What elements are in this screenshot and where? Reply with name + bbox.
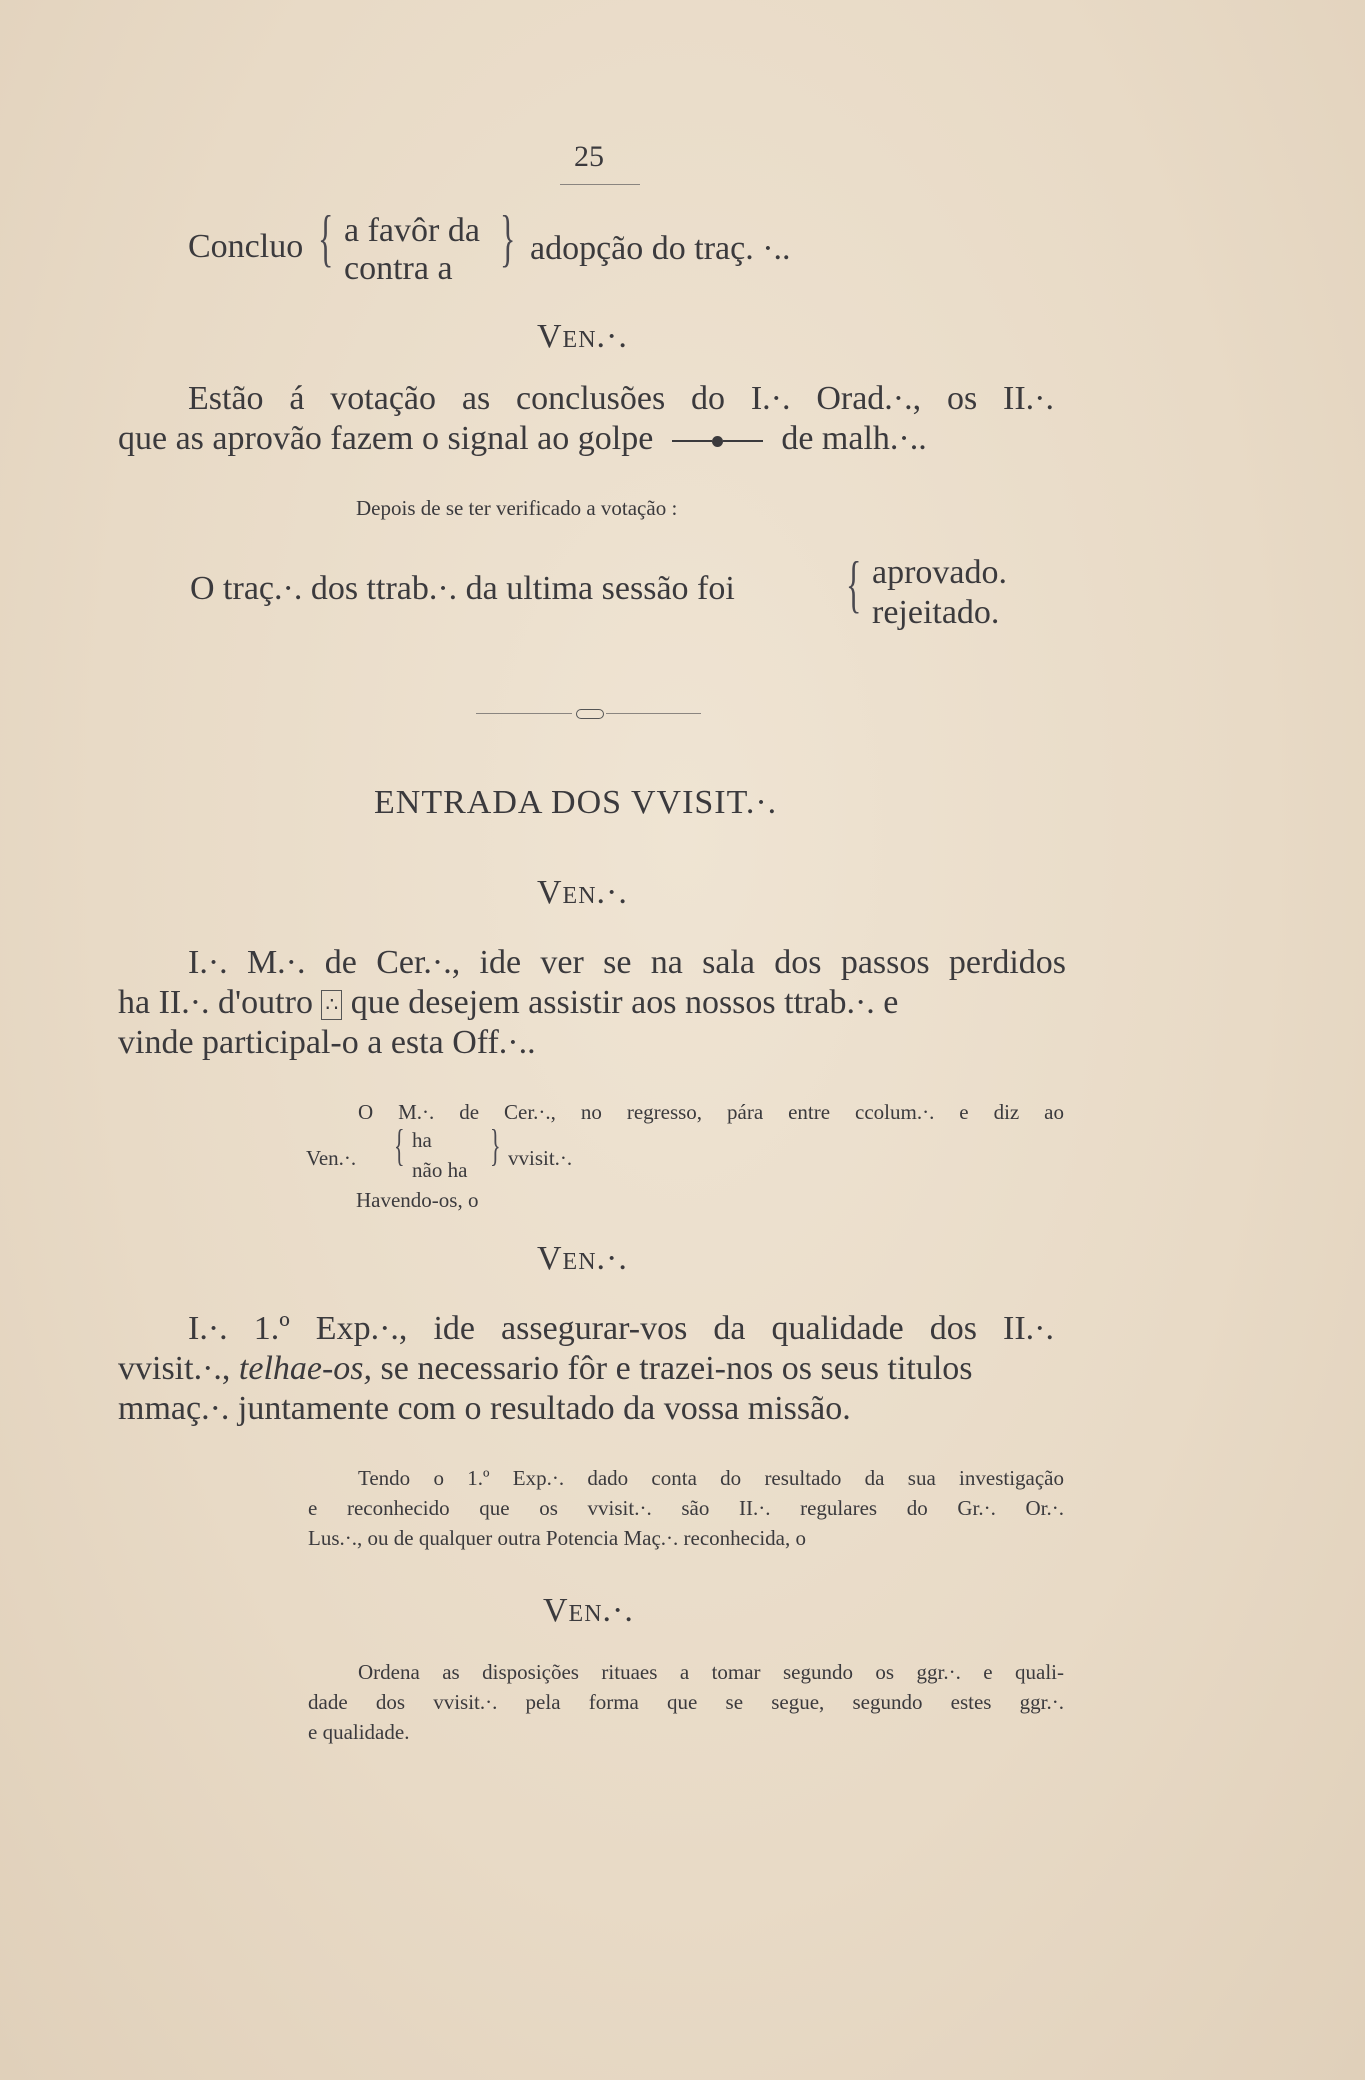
order-2-line-2b: se necessario fôr e trazei-nos os seus titulos: [380, 1350, 973, 1387]
order-1-line-2: [118, 984, 1066, 1022]
note-1-ven: Ven.·.: [306, 1146, 357, 1170]
speaker-ven-3: Ven.·.: [537, 1240, 628, 1277]
voting-line-2b: de malh.·..: [781, 420, 927, 457]
note-1-right-brace: }: [490, 1121, 501, 1170]
note-2-line-3: Lus.·., ou de qualquer outra Potencia Maç.·. reconhecida, o: [308, 1526, 806, 1550]
speaker-ven-4: Ven.·.: [543, 1592, 634, 1629]
order-1-line-2a: ha II.·. d'outro: [118, 984, 313, 1021]
conclusion-option-2: contra a: [344, 250, 453, 287]
result-brace: {: [846, 548, 862, 619]
voting-line-1: Estão á votação as conclusões do I.·. Orad.·., os II.·.: [188, 380, 1054, 417]
speaker-ven-1: Ven.·.: [537, 318, 628, 355]
note-1-line-1: O M.·. de Cer.·., no regresso, pára entre ccolum.·. e diz ao: [358, 1100, 1064, 1124]
order-2-line-2: [118, 1350, 1066, 1388]
order-2-line-2a: vvisit.·.,: [118, 1350, 231, 1387]
voting-line-2a: que as aprovão fazem o signal ao golpe: [118, 420, 654, 457]
order-1-line-1: I.·. M.·. de Cer.·., ide ver se na sala dos passos perdidos: [188, 944, 1066, 981]
note-2-line-1: Tendo o 1.º Exp.·. dado conta do resultado da sua investigação: [358, 1466, 1064, 1490]
page-number-rule: [560, 184, 640, 185]
order-2-line-1: I.·. 1.º Exp.·., ide assegurar-vos da qualidade dos II.·.: [188, 1310, 1054, 1347]
note-1-option-2: não ha: [412, 1158, 468, 1182]
result-lead: O traç.·. dos ttrab.·. da ultima sessão foi: [190, 570, 735, 607]
conclusion-tail: adopção do traç. ·..: [530, 230, 791, 267]
note-3-line-2: dade dos vvisit.·. pela forma que se segue, segundo estes ggr.·.: [308, 1690, 1064, 1714]
conclusion-option-1: a favôr da: [344, 212, 480, 249]
conclusion-lead: Concluo: [188, 228, 304, 265]
right-brace: }: [500, 202, 516, 273]
gavel-blow-icon: [672, 420, 763, 458]
note-1-option-1: ha: [412, 1128, 432, 1152]
order-1-line-2b: que desejem assistir aos nossos ttrab.·. e: [350, 984, 899, 1021]
note-3-line-1: Ordena as disposições rituaes a tomar segundo os ggr.·. e quali-: [358, 1660, 1064, 1684]
order-2-line-2-italic: telhae-os,: [238, 1350, 373, 1387]
voting-line-2: [118, 420, 1054, 458]
order-2-line-3: mmaç.·. juntamente com o resultado da vossa missão.: [118, 1390, 851, 1427]
lodge-symbol: ∴: [321, 990, 342, 1020]
order-1-line-3: vinde participal-o a esta Off.·..: [118, 1024, 536, 1061]
result-option-2: rejeitado.: [872, 594, 1000, 631]
section-title: ENTRADA DOS VVISIT.·.: [374, 784, 778, 821]
note-2-line-2: e reconhecido que os vvisit.·. são II.·. regulares do Gr.·. Or.·.: [308, 1496, 1064, 1520]
ornament-divider: [476, 708, 701, 720]
note-1-line-3: Havendo-os, o: [356, 1188, 479, 1212]
note-3-line-3: e qualidade.: [308, 1720, 410, 1744]
left-brace: {: [318, 202, 334, 273]
speaker-ven-2: Ven.·.: [537, 874, 628, 911]
after-vote-note: Depois de se ter verificado a votação :: [356, 496, 678, 520]
result-option-1: aprovado.: [872, 554, 1008, 591]
page-number: 25: [574, 140, 604, 173]
note-1-tail: vvisit.·.: [508, 1146, 573, 1170]
note-1-left-brace: {: [394, 1121, 405, 1170]
